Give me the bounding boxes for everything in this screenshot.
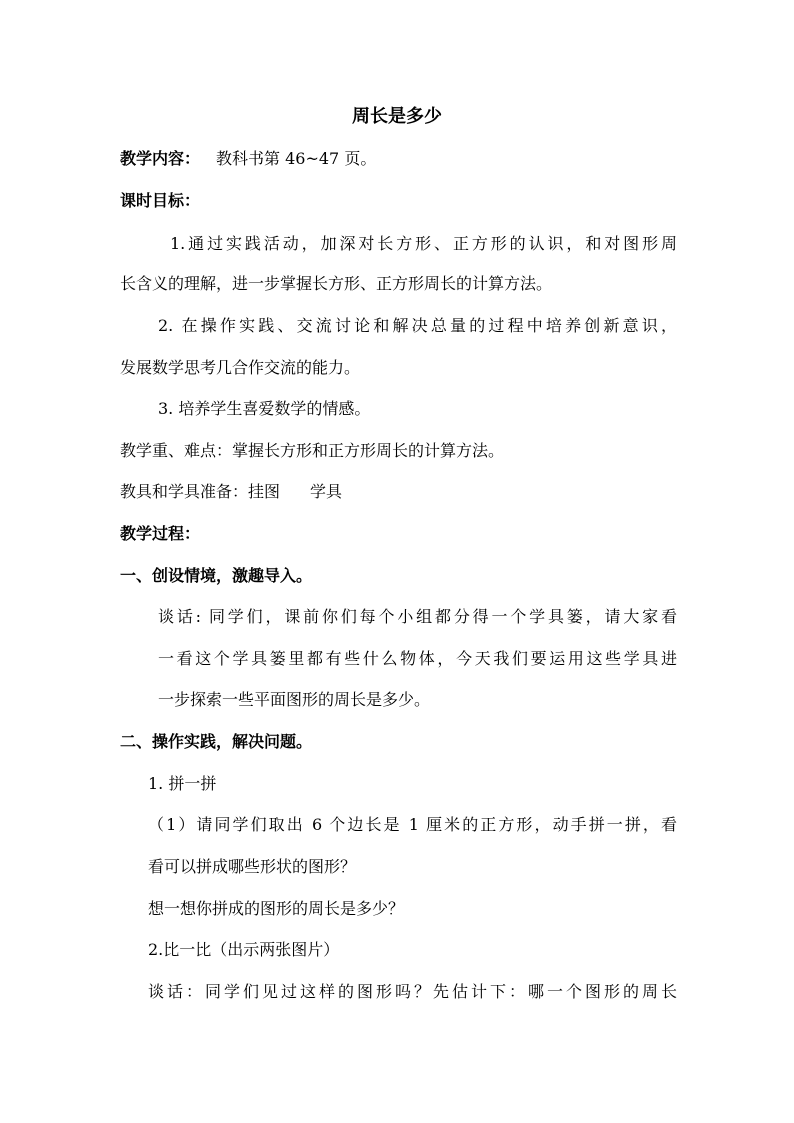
section-1-line-2: 一看这个学具篓里都有些什么物体，今天我们要运用这些学具进 — [158, 649, 677, 668]
objectives-heading: 课时目标： — [120, 191, 201, 210]
task-1-line-1: （1）请同学们取出 6 个边长是 1 厘米的正方形，动手拼一拼，看 — [148, 815, 677, 834]
materials-extra: 学具 — [310, 482, 343, 501]
objective-2-line-1: 2. 在操作实践、交流讨论和解决总量的过程中培养创新意识， — [158, 316, 677, 335]
content-label: 教学内容： — [120, 149, 201, 168]
page-title: 周长是多少 — [352, 106, 442, 127]
talk-line: 谈话：同学们见过这样的图形吗？先估计下：哪一个图形的周长 — [148, 982, 677, 1001]
section-2-sub-2: 2.比一比（出示两张图片） — [148, 940, 340, 959]
key-points: 教学重、难点：掌握长方形和正方形周长的计算方法。 — [120, 441, 505, 460]
task-1-line-2: 看可以拼成哪些形状的图形？ — [148, 857, 357, 876]
section-1-heading: 一、创设情境，激趣导入。 — [120, 566, 313, 585]
objective-2-line-2: 发展数学思考几合作交流的能力。 — [120, 358, 361, 377]
materials-line — [120, 481, 342, 503]
process-heading: 教学过程： — [120, 524, 201, 543]
objective-1-line-1: 1.通过实践活动，加深对长方形、正方形的认识，和对图形周 — [170, 234, 677, 253]
content-line — [120, 148, 376, 170]
objective-3: 3. 培养学生喜爱数学的情感。 — [158, 399, 371, 418]
materials-label: 教具和学具准备：挂图 — [120, 482, 281, 501]
section-1-line-3: 一步探索一些平面图形的周长是多少。 — [158, 690, 431, 709]
section-2-heading: 二、操作实践，解决问题。 — [120, 732, 313, 751]
think-line: 想一想你拼成的图形的周长是多少？ — [148, 899, 405, 918]
section-1-line-1: 谈话: 同学们，课前你们每个小组都分得一个学具篓，请大家看 — [158, 607, 677, 626]
objective-1-line-2: 长含义的理解，进一步掌握长方形、正方形周长的计算方法。 — [120, 274, 553, 293]
content-value: 教科书第 46~47 页。 — [216, 149, 377, 168]
section-2-sub-1: 1. 拼一拼 — [148, 774, 217, 793]
